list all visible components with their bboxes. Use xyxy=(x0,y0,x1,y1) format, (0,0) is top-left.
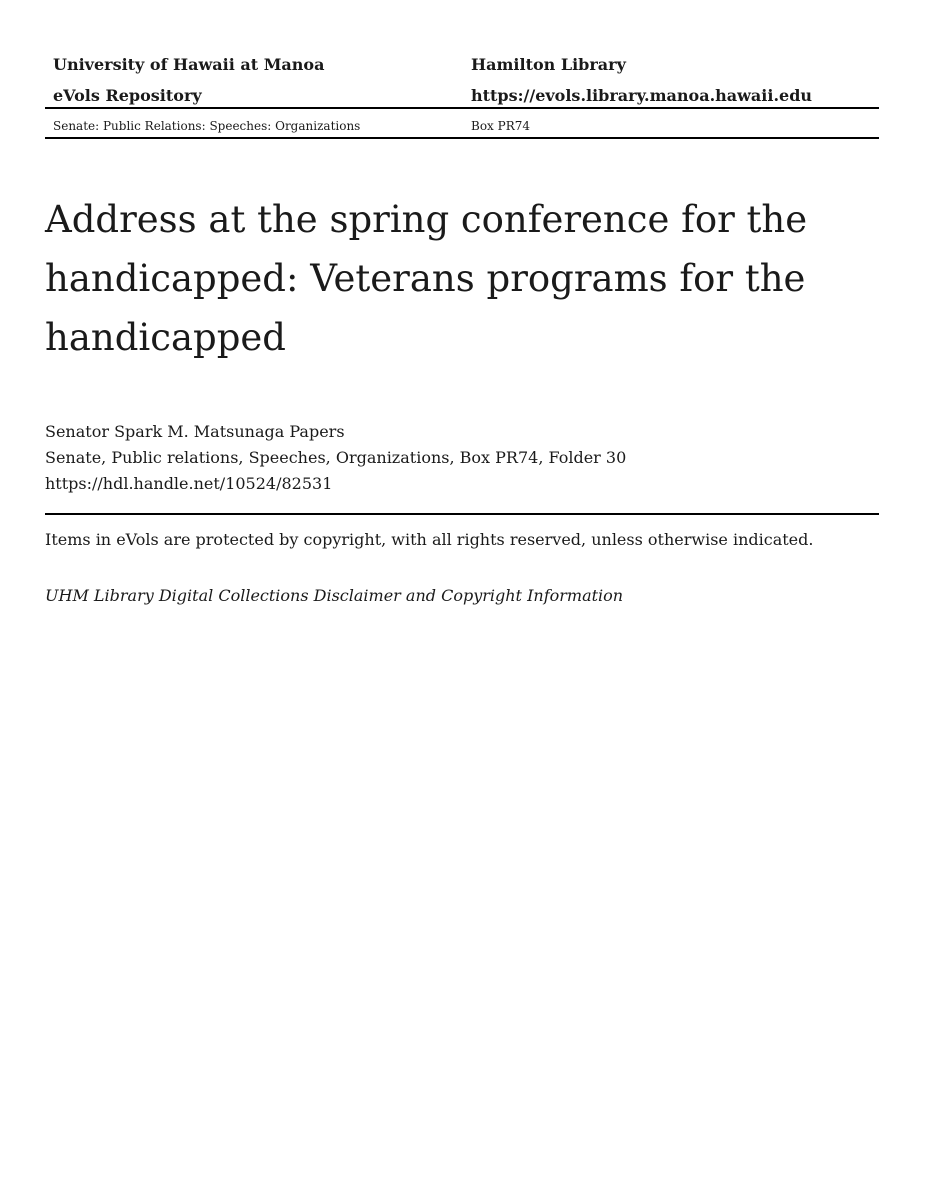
folder-location: Senate, Public relations, Speeches, Organizations, Box PR74, Folder 30 xyxy=(45,448,627,467)
copyright-notice: Items in eVols are protected by copyright, with all rights reserved, unless otherwise indicated. xyxy=(45,530,814,549)
handle-link[interactable]: https://hdl.handle.net/10524/82531 xyxy=(45,474,333,493)
library-name: Hamilton Library xyxy=(471,55,626,74)
library-url[interactable]: https://evols.library.manoa.hawaii.edu xyxy=(471,86,813,105)
header-divider-top xyxy=(45,107,879,109)
header-divider-bottom xyxy=(45,137,879,139)
disclaimer-link[interactable]: UHM Library Digital Collections Disclaimer and Copyright Information xyxy=(45,586,624,605)
collection-path: Senate: Public Relations: Speeches: Organizations xyxy=(53,119,361,133)
document-title: Address at the spring conference for the handicapped: Veterans programs for the handicapped xyxy=(45,198,808,359)
institution-name: University of Hawaii at Manoa xyxy=(53,55,325,74)
footer-divider xyxy=(45,513,879,515)
repository-name: eVols Repository xyxy=(53,86,202,105)
papers-collection: Senator Spark M. Matsunaga Papers xyxy=(45,422,345,441)
box-label: Box PR74 xyxy=(471,119,531,133)
